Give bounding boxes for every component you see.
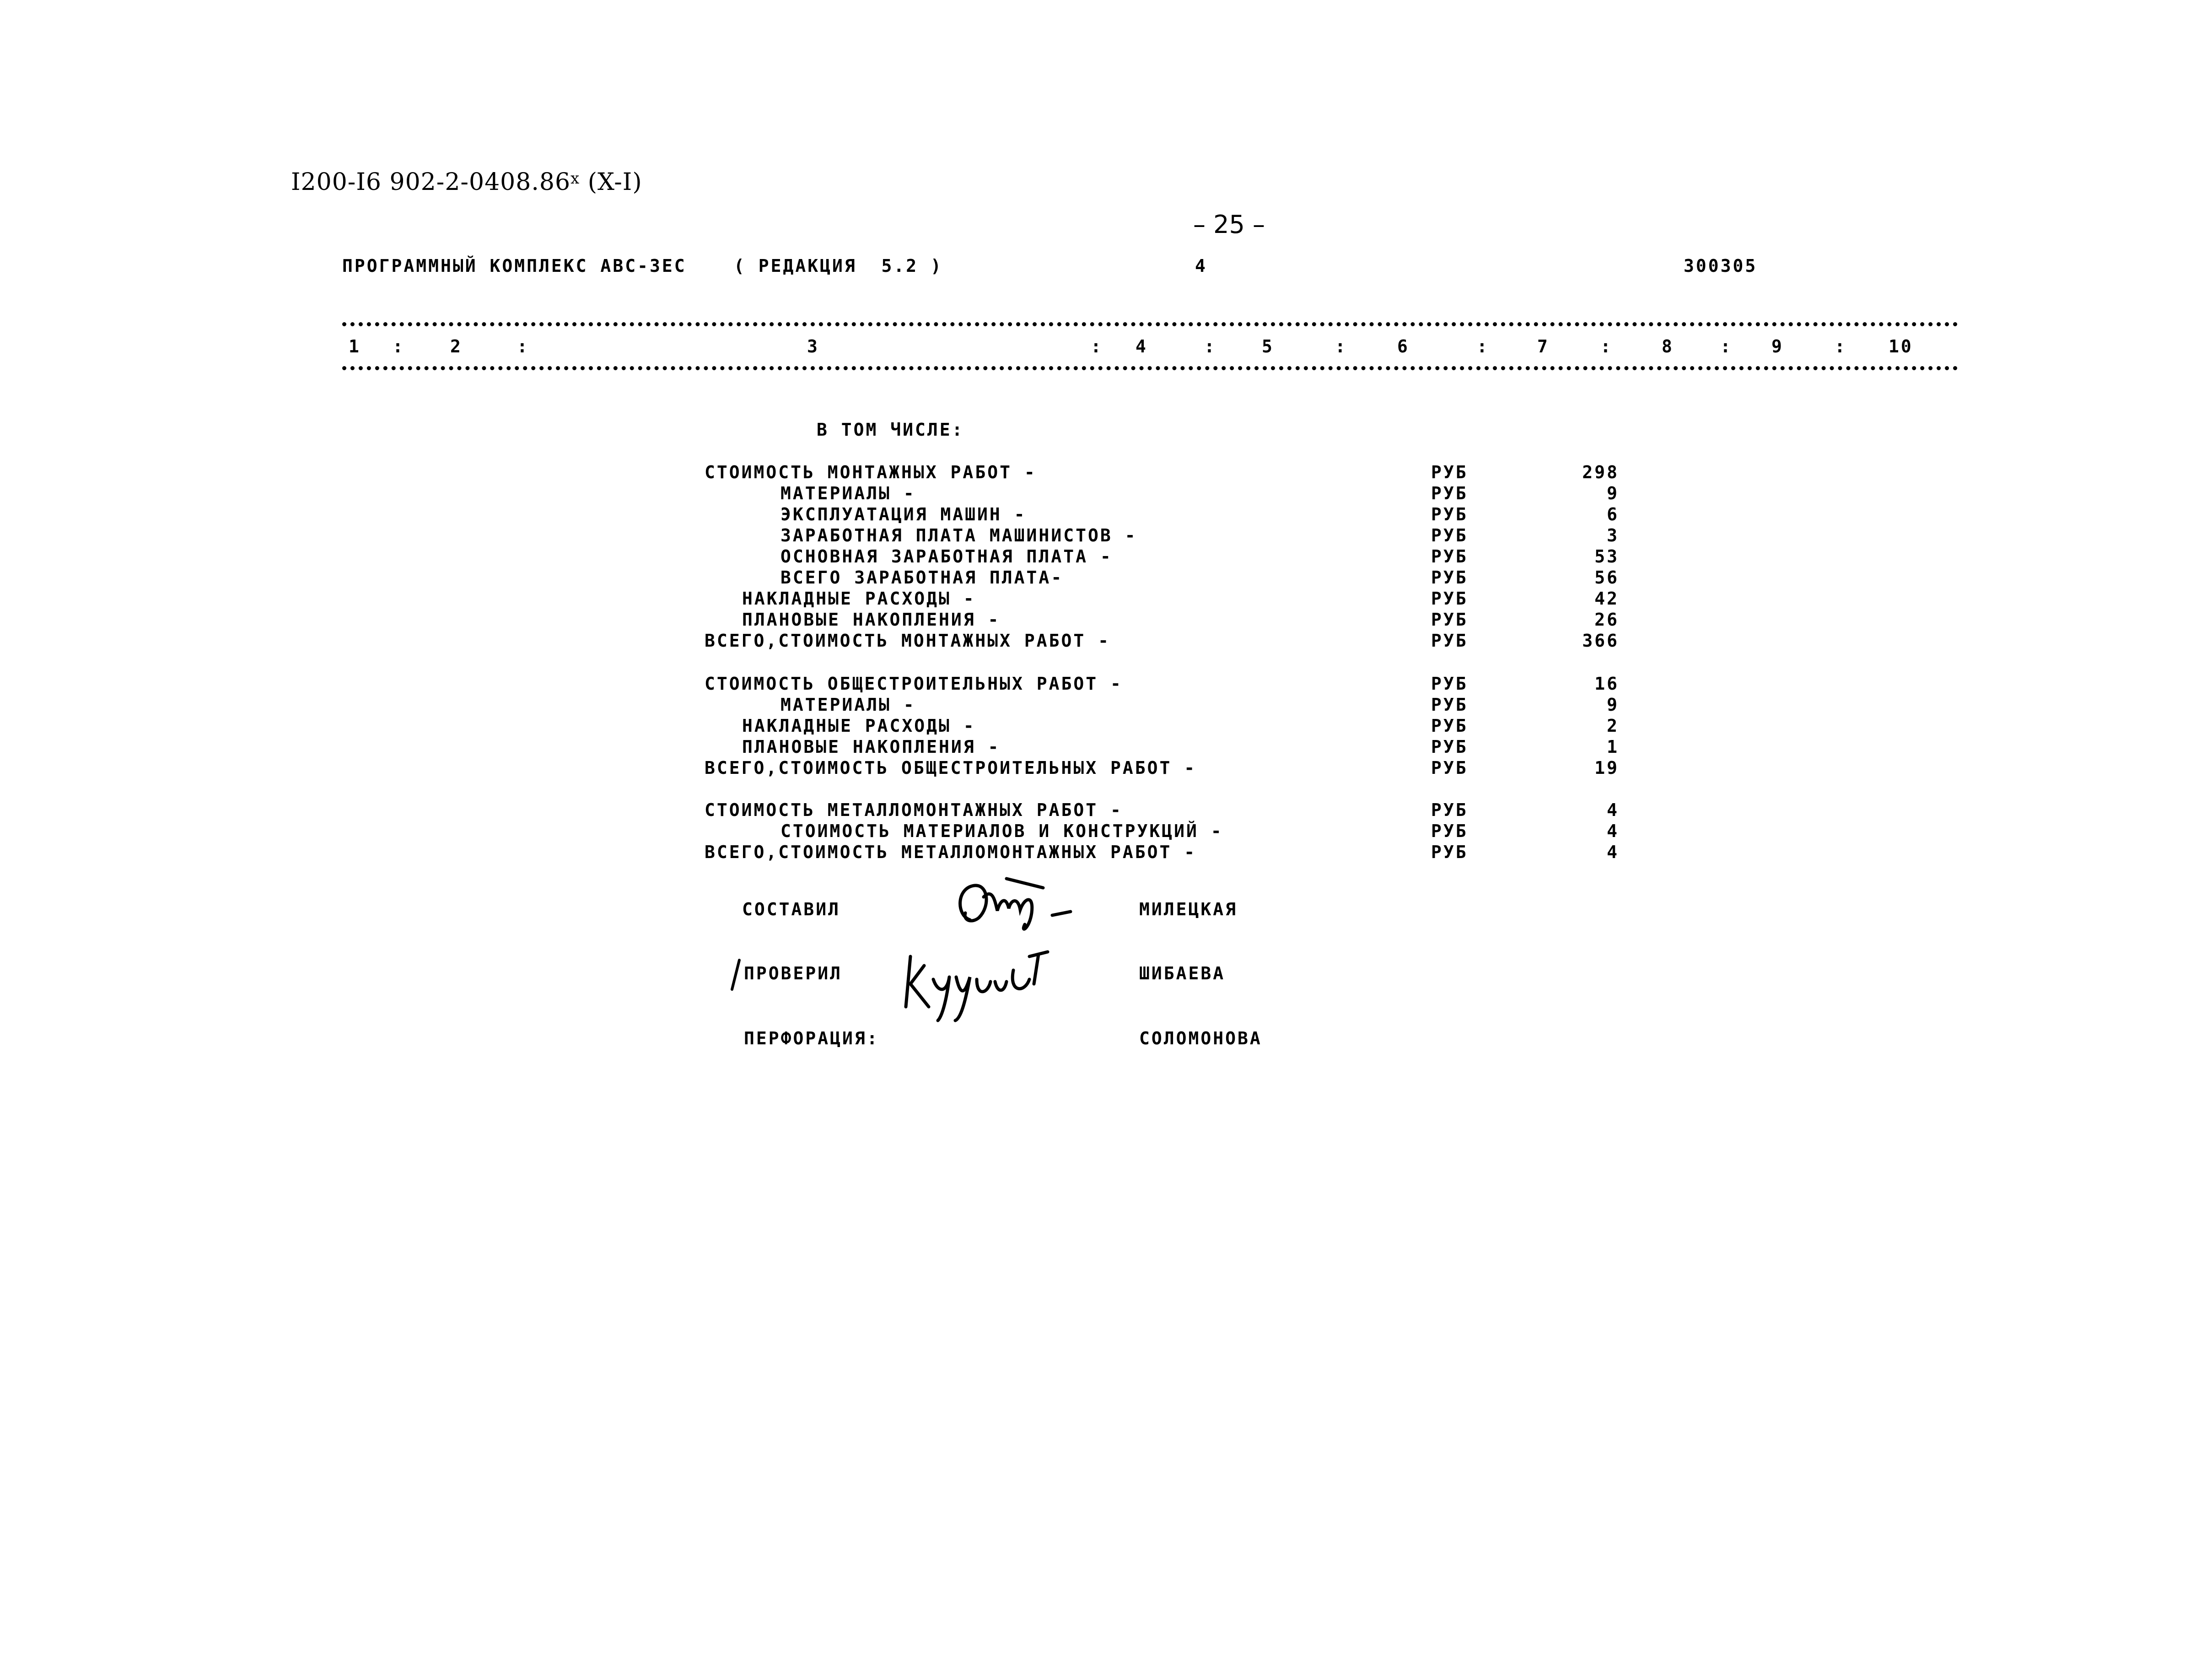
cost-row-unit: РУБ bbox=[1431, 695, 1468, 715]
cost-row-label: ВСЕГО,СТОИМОСТЬ МОНТАЖНЫХ РАБОТ - bbox=[705, 631, 1110, 651]
checked-by-signature bbox=[897, 938, 1071, 1025]
cost-row-unit: РУБ bbox=[1431, 737, 1468, 757]
document-code-main: I200-I6 902-2-0408.86 bbox=[291, 168, 571, 196]
document-code-superscript: x bbox=[570, 169, 580, 188]
column-number-7: 7 bbox=[1537, 336, 1550, 356]
cost-row-unit: РУБ bbox=[1431, 674, 1468, 694]
cost-row-value: 42 bbox=[1594, 589, 1619, 609]
cost-row-label: ВСЕГО,СТОИМОСТЬ МЕТАЛЛОМОНТАЖНЫХ РАБОТ - bbox=[705, 842, 1197, 862]
document-register-code: 300305 bbox=[1684, 256, 1758, 276]
cost-row-value: 26 bbox=[1594, 610, 1619, 630]
cost-row-value: 53 bbox=[1594, 546, 1619, 567]
program-name: ПРОГРАММНЫЙ КОМПЛЕКС АВС-3ЕС bbox=[342, 256, 687, 276]
cost-row-label: ВСЕГО ЗАРАБОТНАЯ ПЛАТА- bbox=[780, 567, 1064, 588]
cost-row-value: 9 bbox=[1607, 695, 1619, 715]
cost-row-unit: РУБ bbox=[1431, 589, 1468, 609]
cost-row-value: 9 bbox=[1607, 483, 1619, 503]
compiled-by-label: СОСТАВИЛ bbox=[742, 899, 841, 919]
column-separator: : bbox=[1600, 336, 1613, 356]
column-separator: : bbox=[1835, 336, 1847, 356]
cost-row-unit: РУБ bbox=[1431, 821, 1468, 841]
cost-row-label: СТОИМОСТЬ МОНТАЖНЫХ РАБОТ - bbox=[705, 462, 1037, 482]
cost-row bbox=[0, 590, 2212, 611]
check-mark bbox=[727, 956, 745, 993]
program-edition: ( РЕДАКЦИЯ 5.2 ) bbox=[734, 256, 943, 276]
cost-row bbox=[0, 759, 2212, 780]
page-number: – 25 – bbox=[1193, 210, 1265, 239]
cost-row-unit: РУБ bbox=[1431, 483, 1468, 503]
cost-row-label: ПЛАНОВЫЕ НАКОПЛЕНИЯ - bbox=[742, 737, 1001, 757]
cost-row-value: 3 bbox=[1607, 525, 1619, 545]
column-number-6: 6 bbox=[1397, 336, 1410, 356]
column-number-8: 8 bbox=[1662, 336, 1674, 356]
column-separator: : bbox=[1204, 336, 1216, 356]
cost-row-label: ОСНОВНАЯ ЗАРАБОТНАЯ ПЛАТА - bbox=[780, 546, 1113, 567]
column-separator: : bbox=[393, 336, 405, 356]
table-top-rule bbox=[342, 322, 1958, 326]
column-number-4: 4 bbox=[1136, 336, 1148, 356]
cost-row-unit: РУБ bbox=[1431, 462, 1468, 482]
cost-row bbox=[0, 548, 2212, 569]
document-code bbox=[291, 170, 642, 194]
cost-row bbox=[0, 675, 2212, 696]
cost-row-value: 4 bbox=[1607, 842, 1619, 862]
cost-row-value: 6 bbox=[1607, 504, 1619, 524]
section-intro: В ТОМ ЧИСЛЕ: bbox=[817, 420, 964, 440]
column-number-3: 3 bbox=[807, 336, 819, 356]
cost-row-label: ЗАРАБОТНАЯ ПЛАТА МАШИНИСТОВ - bbox=[780, 525, 1137, 545]
checked-by-label: ПРОВЕРИЛ bbox=[744, 963, 843, 983]
cost-row bbox=[0, 569, 2212, 590]
sheet-number: 4 bbox=[1195, 256, 1207, 276]
column-number-10: 10 bbox=[1889, 336, 1913, 356]
cost-row-value: 4 bbox=[1607, 821, 1619, 841]
compiled-by-signature bbox=[952, 870, 1107, 943]
column-separator: : bbox=[1720, 336, 1733, 356]
column-number-9: 9 bbox=[1771, 336, 1784, 356]
document-code-suffix: (X-I) bbox=[580, 168, 642, 196]
cost-row bbox=[0, 506, 2212, 527]
cost-row-unit: РУБ bbox=[1431, 546, 1468, 567]
cost-row-label: ВСЕГО,СТОИМОСТЬ ОБЩЕСТРОИТЕЛЬНЫХ РАБОТ - bbox=[705, 758, 1197, 778]
cost-row-label: МАТЕРИАЛЫ - bbox=[780, 483, 916, 503]
cost-row-unit: РУБ bbox=[1431, 842, 1468, 862]
cost-row-label: ЭКСПЛУАТАЦИЯ МАШИН - bbox=[780, 504, 1027, 524]
cost-row-label: МАТЕРИАЛЫ - bbox=[780, 695, 916, 715]
column-number-1: 1 bbox=[349, 336, 361, 356]
column-separator: : bbox=[1091, 336, 1103, 356]
cost-row-unit: РУБ bbox=[1431, 758, 1468, 778]
cost-row bbox=[0, 527, 2212, 548]
cost-row-unit: РУБ bbox=[1431, 631, 1468, 651]
cost-row bbox=[0, 717, 2212, 738]
column-number-5: 5 bbox=[1262, 336, 1274, 356]
column-separator: : bbox=[1477, 336, 1489, 356]
cost-row bbox=[0, 485, 2212, 506]
cost-row-label: ПЛАНОВЫЕ НАКОПЛЕНИЯ - bbox=[742, 610, 1001, 630]
cost-row bbox=[0, 611, 2212, 632]
column-separator: : bbox=[1335, 336, 1347, 356]
column-number-2: 2 bbox=[450, 336, 463, 356]
cost-row-value: 16 bbox=[1594, 674, 1619, 694]
cost-row-label: НАКЛАДНЫЕ РАСХОДЫ - bbox=[742, 589, 976, 609]
perforation-name: СОЛОМОНОВА bbox=[1139, 1028, 1262, 1048]
cost-row-value: 56 bbox=[1594, 567, 1619, 588]
cost-row bbox=[0, 632, 2212, 653]
cost-row bbox=[0, 738, 2212, 759]
perforation-label: ПЕРФОРАЦИЯ: bbox=[744, 1028, 879, 1048]
cost-row-unit: РУБ bbox=[1431, 610, 1468, 630]
cost-row-unit: РУБ bbox=[1431, 567, 1468, 588]
cost-row-label: СТОИМОСТЬ ОБЩЕСТРОИТЕЛЬНЫХ РАБОТ - bbox=[705, 674, 1123, 694]
cost-row-label: НАКЛАДНЫЕ РАСХОДЫ - bbox=[742, 716, 976, 736]
cost-row-label: СТОИМОСТЬ МЕТАЛЛОМОНТАЖНЫХ РАБОТ - bbox=[705, 800, 1123, 820]
cost-row-unit: РУБ bbox=[1431, 716, 1468, 736]
cost-row bbox=[0, 822, 2212, 843]
cost-row-value: 4 bbox=[1607, 800, 1619, 820]
cost-row-value: 1 bbox=[1607, 737, 1619, 757]
cost-row-unit: РУБ bbox=[1431, 504, 1468, 524]
cost-row-value: 298 bbox=[1582, 462, 1619, 482]
cost-row bbox=[0, 843, 2212, 864]
cost-row bbox=[0, 801, 2212, 822]
cost-row-unit: РУБ bbox=[1431, 525, 1468, 545]
compiled-by-name: МИЛЕЦКАЯ bbox=[1139, 899, 1238, 919]
cost-row-value: 2 bbox=[1607, 716, 1619, 736]
cost-row-value: 19 bbox=[1594, 758, 1619, 778]
table-bottom-rule bbox=[342, 366, 1958, 370]
cost-row bbox=[0, 696, 2212, 717]
cost-row-unit: РУБ bbox=[1431, 800, 1468, 820]
checked-by-name: ШИБАЕВА bbox=[1139, 963, 1226, 983]
cost-row bbox=[0, 464, 2212, 485]
cost-row-label: СТОИМОСТЬ МАТЕРИАЛОВ И КОНСТРУКЦИЙ - bbox=[780, 821, 1223, 841]
column-separator: : bbox=[517, 336, 529, 356]
cost-row-value: 366 bbox=[1582, 631, 1619, 651]
